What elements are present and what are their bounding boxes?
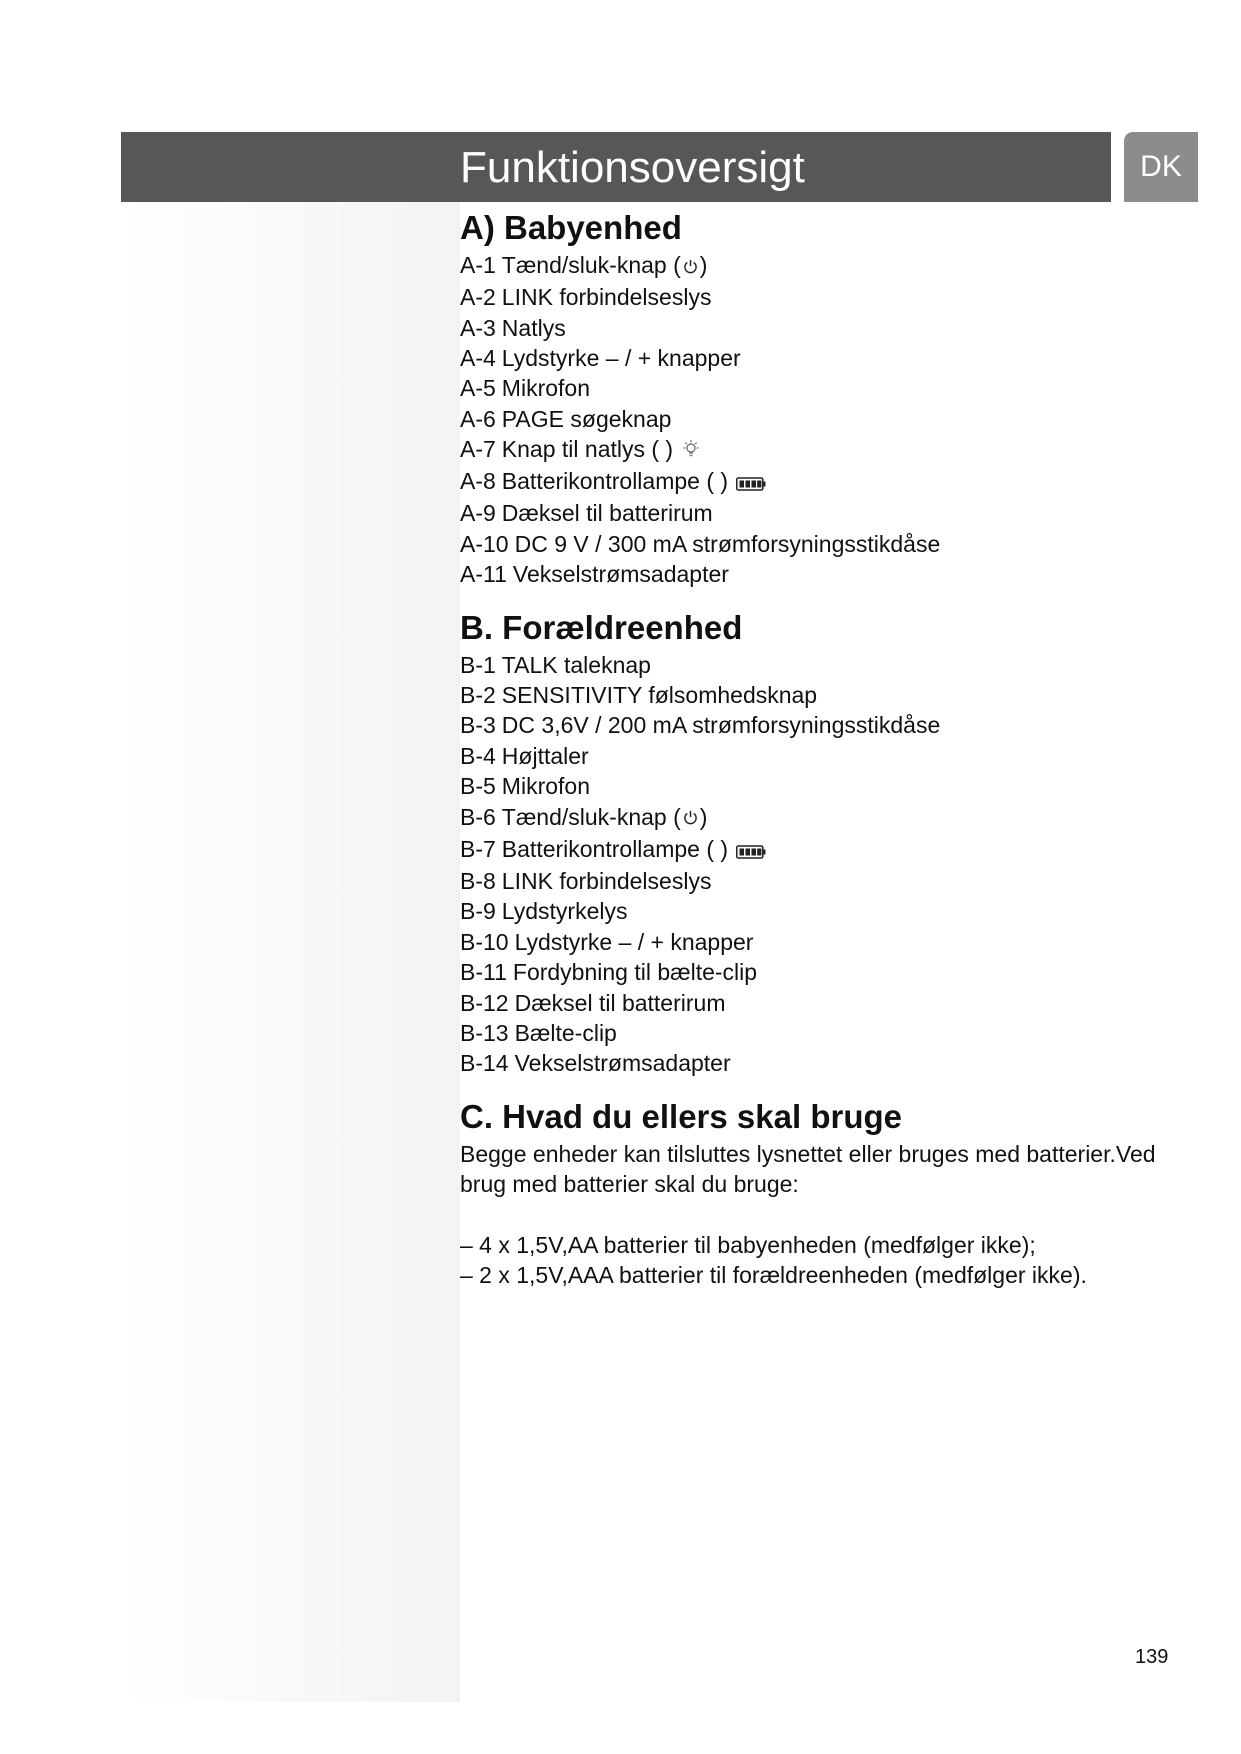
- item-text: PAGE søgeknap: [501, 405, 672, 432]
- item-code: B-1: [460, 651, 496, 678]
- item-code: B-14: [460, 1050, 509, 1077]
- item-code: A-10: [460, 530, 509, 557]
- intro-paragraph: Begge enheder kan tilsluttes lysnettet eller bruges med batterier.Ved brug med batterier skal du bruge:: [460, 1140, 1156, 1198]
- item-text: Lydstyrkelys: [501, 898, 628, 925]
- list-item: [460, 250, 1200, 282]
- item-text: Knap til natlys ( ): [501, 436, 674, 463]
- item-code: B-9: [460, 898, 496, 925]
- item-text: SENSITIVITY følsomhedsknap: [501, 682, 818, 709]
- item-code: B-10: [460, 928, 509, 955]
- item-code: A-7: [460, 436, 496, 463]
- battery-icon: [736, 468, 766, 498]
- item-code: A-4: [460, 344, 496, 371]
- section-hvad-du-ellers: [460, 1095, 1200, 1291]
- list-item: [460, 282, 1200, 312]
- battery-list-item: – 2 x 1,5V,AAA batterier til forældreenheden (medfølger ikke).: [460, 1261, 1087, 1288]
- power-icon: [682, 803, 699, 833]
- section-heading: A) Babyenhed: [460, 209, 682, 246]
- list-item: [460, 802, 1200, 834]
- item-suffix: ): [699, 252, 708, 278]
- nightlight-icon: [681, 436, 701, 466]
- item-code: B-6: [460, 803, 496, 830]
- item-text: Lydstyrke – / + knapper: [501, 344, 741, 371]
- list-item: [460, 771, 1200, 801]
- page-title: Funktionsoversigt: [460, 143, 805, 192]
- list-item: [460, 466, 1200, 498]
- language-tab: DK: [1124, 132, 1198, 202]
- item-text: Dæksel til batterirum: [501, 500, 713, 527]
- list-item: [460, 1048, 1200, 1078]
- item-code: B-3: [460, 712, 496, 739]
- list-item: [460, 988, 1200, 1018]
- list-item: [460, 498, 1200, 528]
- list-item: [460, 710, 1200, 740]
- item-text: Batterikontrollampe ( ): [501, 468, 729, 495]
- item-code: B-11: [460, 959, 507, 986]
- item-text: Vekselstrømsadapter: [514, 1050, 731, 1077]
- item-code: B-12: [460, 989, 509, 1016]
- section-foraeldreenhed: [460, 606, 1200, 1079]
- item-text: Tænd/sluk-knap (: [501, 252, 681, 278]
- battery-list: [460, 1230, 1200, 1291]
- item-code: B-7: [460, 835, 496, 862]
- item-text: Batterikontrollampe ( ): [501, 835, 729, 862]
- list-item: [460, 1018, 1200, 1048]
- item-suffix: ): [699, 803, 708, 830]
- item-list: [460, 650, 1200, 1079]
- battery-icon: [736, 836, 766, 866]
- item-text: DC 3,6V / 200 mA strømforsyningsstikdåse: [501, 712, 941, 739]
- item-code: B-4: [460, 742, 496, 769]
- item-text: Mikrofon: [501, 375, 590, 402]
- list-item: [460, 529, 1200, 559]
- section-heading: C. Hvad du ellers skal bruge: [460, 1097, 902, 1135]
- list-item: [460, 404, 1200, 434]
- list-item: [460, 896, 1200, 926]
- item-text: LINK forbindelseslys: [501, 284, 712, 311]
- section-heading: B. Forældreenhed: [460, 608, 743, 646]
- item-code: B-5: [460, 773, 496, 800]
- item-text: Dæksel til batterirum: [514, 989, 726, 1016]
- list-item: [460, 866, 1200, 896]
- list-item: [460, 343, 1200, 373]
- item-code: A-6: [460, 405, 496, 432]
- battery-list-item: – 4 x 1,5V,AA batterier til babyenheden (medfølger ikke);: [460, 1231, 1036, 1258]
- item-text: Mikrofon: [501, 773, 590, 800]
- item-code: A-1: [460, 252, 496, 278]
- item-code: A-9: [460, 500, 496, 527]
- list-item: [460, 434, 1200, 466]
- item-text: DC 9 V / 300 mA strømforsyningsstikdåse: [514, 530, 941, 557]
- item-code: A-5: [460, 375, 496, 402]
- item-code: A-3: [460, 314, 496, 341]
- list-item: [460, 834, 1200, 866]
- list-item: [460, 650, 1200, 680]
- item-code: A-2: [460, 284, 496, 311]
- power-icon: [682, 252, 699, 282]
- item-text: Bælte-clip: [514, 1019, 617, 1046]
- section-babyenhed: [460, 206, 1200, 590]
- left-margin-shade: [120, 202, 460, 1702]
- item-text: Tænd/sluk-knap (: [501, 803, 681, 830]
- list-item: [460, 680, 1200, 710]
- item-code: A-11: [460, 561, 507, 588]
- list-item: [460, 313, 1200, 343]
- list-item: [460, 741, 1200, 771]
- item-code: A-8: [460, 468, 496, 495]
- page-number: 139: [1135, 1646, 1169, 1668]
- item-list: [460, 250, 1200, 590]
- item-text: Fordybning til bælte-clip: [512, 959, 758, 986]
- list-item: [460, 927, 1200, 957]
- item-text: Højttaler: [501, 742, 589, 769]
- item-text: TALK taleknap: [501, 651, 651, 678]
- item-text: LINK forbindelseslys: [501, 867, 712, 894]
- item-code: B-13: [460, 1019, 509, 1046]
- item-text: Lydstyrke – / + knapper: [514, 928, 754, 955]
- list-item: [460, 957, 1200, 987]
- item-text: Vekselstrømsadapter: [512, 561, 729, 588]
- item-code: B-2: [460, 682, 496, 709]
- content: [460, 206, 1200, 1290]
- list-item: [460, 373, 1200, 403]
- list-item: [460, 559, 1200, 589]
- item-text: Natlys: [501, 314, 566, 341]
- item-code: B-8: [460, 867, 496, 894]
